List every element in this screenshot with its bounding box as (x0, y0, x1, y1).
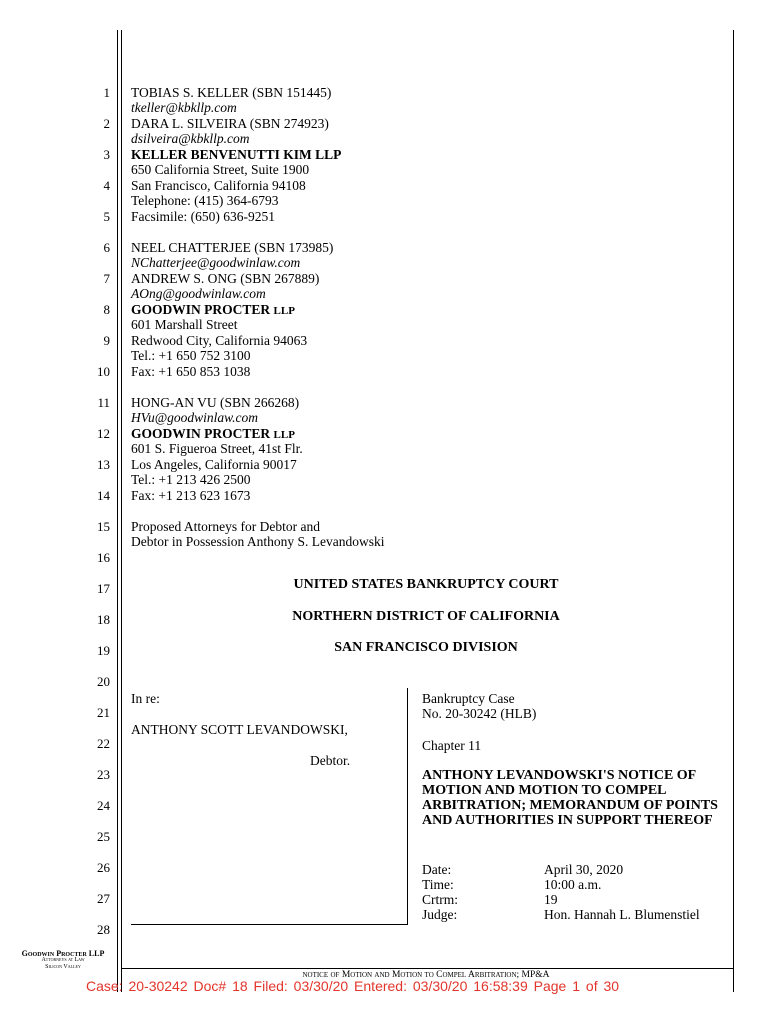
court-name: UNITED STATES BANKRUPTCY COURT (293, 577, 559, 592)
firm-fax: Facsimile: (650) 636-9251 (131, 209, 275, 224)
firm-address: Redwood City, California 94063 (131, 333, 308, 348)
left-margin-rule-inner (121, 30, 122, 992)
line-number: 17 (97, 581, 110, 596)
footer-rule (122, 968, 733, 969)
line-number: 6 (103, 240, 110, 255)
firm-name-main: GOODWIN PROCTER (131, 302, 271, 317)
attorney-name: NEEL CHATTERJEE (SBN 173985) (131, 240, 334, 255)
line-number: 1 (103, 85, 110, 100)
court-division: SAN FRANCISCO DIVISION (334, 640, 518, 655)
debtor-name: ANTHONY SCOTT LEVANDOWSKI, (131, 722, 348, 737)
hearing-label: Time: (422, 877, 454, 892)
firm-address: 601 S. Figueroa Street, 41st Flr. (131, 441, 303, 456)
line-number: 9 (103, 333, 110, 348)
proposed-attorneys-line: Proposed Attorneys for Debtor and (131, 519, 320, 534)
firm-logo-line: Attorneys at Law (41, 957, 85, 963)
attorney-name: ANDREW S. ONG (SBN 267889) (131, 271, 320, 286)
court-district: NORTHERN DISTRICT OF CALIFORNIA (292, 609, 560, 624)
caption-divider-vertical (407, 688, 408, 924)
firm-address: 650 California Street, Suite 1900 (131, 162, 310, 177)
attorney-name: TOBIAS S. KELLER (SBN 151445) (131, 85, 332, 100)
proposed-attorneys-line: Debtor in Possession Anthony S. Levandowski (131, 534, 385, 549)
line-number: 26 (97, 860, 110, 875)
line-number: 5 (103, 209, 110, 224)
attorney-email: tkeller@kbkllp.com (131, 100, 237, 115)
line-number: 7 (103, 271, 110, 286)
attorney-email: dsilveira@kbkllp.com (131, 131, 250, 146)
firm-address: Los Angeles, California 90017 (131, 457, 297, 472)
hearing-value: 19 (544, 892, 558, 907)
line-number: 25 (97, 829, 110, 844)
firm-address: 601 Marshall Street (131, 317, 238, 332)
hearing-label: Date: (422, 862, 452, 877)
firm-phone: Tel.: +1 650 752 3100 (131, 348, 251, 363)
attorney-email: HVu@goodwinlaw.com (131, 410, 259, 425)
line-number: 13 (97, 457, 110, 472)
line-number: 28 (97, 922, 110, 937)
firm-fax: Fax: +1 650 853 1038 (131, 364, 251, 379)
case-number: No. 20-30242 (HLB) (422, 706, 537, 721)
caption-divider-horizontal (131, 924, 408, 925)
filing-stamp: Case: 20-30242 Doc# 18 Filed: 03/30/20 Entered: 03/30/20 16:58:39 Page 1 of 30 (86, 978, 620, 994)
hearing-label: Judge: (422, 907, 458, 922)
line-number: 14 (97, 488, 110, 503)
hearing-value: Hon. Hannah L. Blumenstiel (544, 907, 700, 922)
chapter: Chapter 11 (422, 738, 482, 753)
firm-phone: Telephone: (415) 364-6793 (131, 193, 279, 208)
firm-logo-line: Silicon Valley (45, 964, 81, 970)
firm-logo-name: Goodwin Procter LLP (21, 949, 105, 958)
hearing-value: 10:00 a.m. (544, 877, 602, 892)
firm-name: KELLER BENVENUTTI KIM LLP (131, 147, 342, 162)
hearing-label: Crtrm: (422, 892, 458, 907)
hearing-value: April 30, 2020 (544, 862, 624, 877)
line-number: 27 (97, 891, 110, 906)
line-number: 18 (97, 612, 110, 627)
attorney-email: NChatterjee@goodwinlaw.com (131, 255, 301, 270)
line-number: 21 (97, 705, 110, 720)
left-margin-rule-outer (117, 30, 118, 992)
attorney-email: AOng@goodwinlaw.com (131, 286, 266, 301)
line-number: 23 (97, 767, 110, 782)
line-number: 8 (103, 302, 110, 317)
line-number: 10 (97, 364, 110, 379)
footer-title: notice of Motion and Motion to Compel Arbitration; MP&A (302, 970, 550, 980)
line-number: 4 (103, 178, 110, 193)
firm-name-suffix: LLP (273, 429, 295, 441)
firm-address: San Francisco, California 94108 (131, 178, 306, 193)
document-title: ANTHONY LEVANDOWSKI'S NOTICE OF MOTION AND MOTION TO COMPEL ARBITRATION; MEMORANDUM OF POINTS AND AUTHORITIES IN SUPPORT THEREOF (422, 768, 718, 828)
line-number: 24 (97, 798, 110, 813)
line-number: 11 (97, 395, 110, 410)
line-number: 20 (97, 674, 110, 689)
line-number: 3 (103, 147, 110, 162)
firm-fax: Fax: +1 213 623 1673 (131, 488, 251, 503)
attorney-name: DARA L. SILVEIRA (SBN 274923) (131, 116, 329, 131)
firm-name-suffix: LLP (273, 305, 295, 317)
right-margin-rule (733, 30, 734, 992)
line-number: 12 (97, 426, 110, 441)
firm-name-main: GOODWIN PROCTER (131, 426, 271, 441)
line-number: 22 (97, 736, 110, 751)
in-re-label: In re: (131, 691, 160, 706)
firm-logo (14, 950, 112, 971)
firm-phone: Tel.: +1 213 426 2500 (131, 472, 251, 487)
case-label: Bankruptcy Case (422, 691, 515, 706)
line-number: 16 (97, 550, 110, 565)
line-number: 15 (97, 519, 110, 534)
line-number: 2 (103, 116, 110, 131)
attorney-name: HONG-AN VU (SBN 266268) (131, 395, 300, 410)
debtor-label: Debtor. (310, 753, 351, 768)
line-number: 19 (97, 643, 110, 658)
